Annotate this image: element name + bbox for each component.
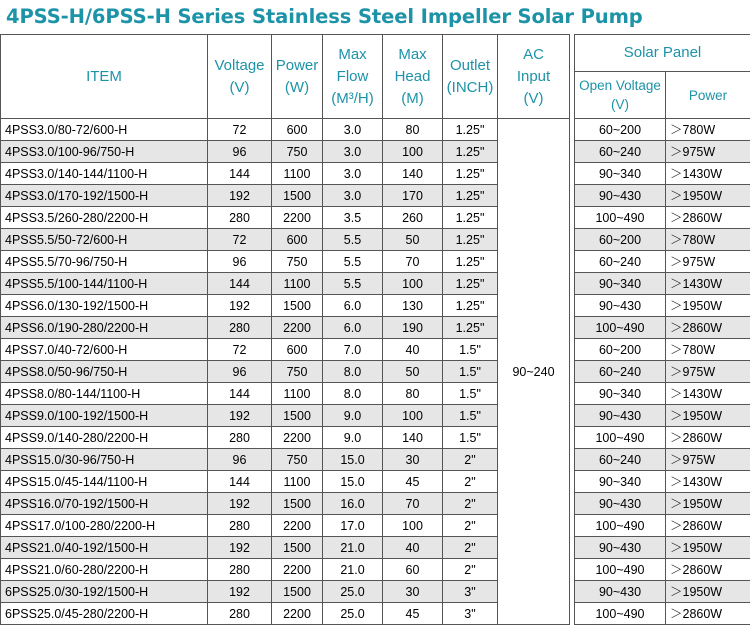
cell-open-voltage: 90~430 xyxy=(575,405,666,427)
cell-panel-power: ＞2860W xyxy=(666,427,750,449)
cell-outlet: 3" xyxy=(443,581,498,603)
table-row xyxy=(1,229,750,251)
header-max-head-line2: Head xyxy=(383,66,442,88)
header-power xyxy=(272,35,323,119)
cell-power: 1500 xyxy=(272,581,323,603)
cell-outlet: 1.5" xyxy=(443,405,498,427)
cell-outlet: 1.25" xyxy=(443,207,498,229)
header-voltage-label: Voltage xyxy=(208,55,271,77)
cell-head: 100 xyxy=(383,141,443,163)
cell-flow: 25.0 xyxy=(323,581,383,603)
cell-head: 170 xyxy=(383,185,443,207)
cell-flow: 8.0 xyxy=(323,361,383,383)
cell-open-voltage: 100~490 xyxy=(575,317,666,339)
cell-power: 2200 xyxy=(272,427,323,449)
cell-outlet: 1.25" xyxy=(443,273,498,295)
cell-voltage: 280 xyxy=(208,603,272,625)
header-outlet-label: Outlet xyxy=(443,55,497,77)
cell-outlet: 2" xyxy=(443,449,498,471)
cell-power: 1500 xyxy=(272,493,323,515)
cell-outlet: 1.25" xyxy=(443,185,498,207)
cell-voltage: 192 xyxy=(208,295,272,317)
cell-power: 2200 xyxy=(272,317,323,339)
cell-open-voltage: 60~200 xyxy=(575,119,666,141)
table-row xyxy=(1,405,750,427)
header-max-flow-unit: (M³/H) xyxy=(323,88,382,110)
cell-flow: 15.0 xyxy=(323,471,383,493)
cell-flow: 3.0 xyxy=(323,185,383,207)
cell-flow: 3.0 xyxy=(323,163,383,185)
cell-head: 100 xyxy=(383,273,443,295)
cell-flow: 8.0 xyxy=(323,383,383,405)
table-row xyxy=(1,273,750,295)
cell-ac-input: 90~240 xyxy=(498,119,570,625)
cell-voltage: 96 xyxy=(208,141,272,163)
cell-head: 30 xyxy=(383,581,443,603)
cell-item: 4PSS8.0/80-144/1100-H xyxy=(1,383,208,405)
cell-voltage: 192 xyxy=(208,493,272,515)
spec-table-body xyxy=(1,119,750,625)
cell-voltage: 144 xyxy=(208,273,272,295)
cell-item: 4PSS7.0/40-72/600-H xyxy=(1,339,208,361)
cell-head: 190 xyxy=(383,317,443,339)
cell-open-voltage: 90~340 xyxy=(575,273,666,295)
cell-flow: 15.0 xyxy=(323,449,383,471)
cell-power: 750 xyxy=(272,449,323,471)
cell-voltage: 280 xyxy=(208,317,272,339)
header-power-unit: (W) xyxy=(272,77,322,99)
cell-outlet: 2" xyxy=(443,471,498,493)
table-row xyxy=(1,361,750,383)
cell-panel-power: ＞780W xyxy=(666,339,750,361)
cell-panel-power: ＞975W xyxy=(666,361,750,383)
cell-outlet: 1.5" xyxy=(443,361,498,383)
cell-open-voltage: 100~490 xyxy=(575,207,666,229)
cell-power: 1100 xyxy=(272,383,323,405)
cell-voltage: 280 xyxy=(208,515,272,537)
cell-panel-power: ＞2860W xyxy=(666,515,750,537)
header-voltage-unit: (V) xyxy=(208,77,271,99)
cell-open-voltage: 60~240 xyxy=(575,141,666,163)
cell-flow: 16.0 xyxy=(323,493,383,515)
cell-item: 4PSS8.0/50-96/750-H xyxy=(1,361,208,383)
cell-panel-power: ＞1430W xyxy=(666,163,750,185)
header-voltage xyxy=(208,35,272,119)
cell-flow: 6.0 xyxy=(323,317,383,339)
cell-item: 4PSS5.5/70-96/750-H xyxy=(1,251,208,273)
cell-outlet: 2" xyxy=(443,515,498,537)
cell-outlet: 1.25" xyxy=(443,229,498,251)
cell-panel-power: ＞1950W xyxy=(666,185,750,207)
cell-panel-power: ＞1950W xyxy=(666,537,750,559)
cell-voltage: 96 xyxy=(208,449,272,471)
cell-head: 100 xyxy=(383,405,443,427)
cell-open-voltage: 90~340 xyxy=(575,163,666,185)
header-ac-input-unit: (V) xyxy=(498,88,569,110)
cell-flow: 5.5 xyxy=(323,229,383,251)
cell-head: 70 xyxy=(383,251,443,273)
cell-head: 80 xyxy=(383,383,443,405)
cell-power: 750 xyxy=(272,251,323,273)
table-row xyxy=(1,185,750,207)
spec-table xyxy=(0,34,750,625)
table-row xyxy=(1,471,750,493)
cell-item: 4PSS15.0/30-96/750-H xyxy=(1,449,208,471)
table-row xyxy=(1,449,750,471)
cell-voltage: 96 xyxy=(208,361,272,383)
cell-flow: 3.0 xyxy=(323,141,383,163)
cell-panel-power: ＞2860W xyxy=(666,603,750,625)
cell-open-voltage: 60~240 xyxy=(575,251,666,273)
table-row xyxy=(1,559,750,581)
table-row xyxy=(1,141,750,163)
cell-open-voltage: 90~340 xyxy=(575,471,666,493)
cell-open-voltage: 100~490 xyxy=(575,515,666,537)
cell-flow: 17.0 xyxy=(323,515,383,537)
cell-head: 80 xyxy=(383,119,443,141)
table-row xyxy=(1,119,750,141)
cell-flow: 9.0 xyxy=(323,405,383,427)
cell-voltage: 72 xyxy=(208,229,272,251)
cell-open-voltage: 90~430 xyxy=(575,493,666,515)
cell-voltage: 192 xyxy=(208,185,272,207)
cell-power: 600 xyxy=(272,229,323,251)
cell-item: 4PSS21.0/60-280/2200-H xyxy=(1,559,208,581)
cell-open-voltage: 90~430 xyxy=(575,185,666,207)
header-ac-input xyxy=(498,35,570,119)
header-open-voltage-label: Open Voltage xyxy=(575,76,665,95)
cell-voltage: 280 xyxy=(208,207,272,229)
cell-panel-power: ＞1430W xyxy=(666,383,750,405)
cell-outlet: 2" xyxy=(443,559,498,581)
cell-item: 4PSS16.0/70-192/1500-H xyxy=(1,493,208,515)
cell-open-voltage: 60~240 xyxy=(575,449,666,471)
cell-outlet: 1.25" xyxy=(443,317,498,339)
header-max-flow xyxy=(323,35,383,119)
cell-head: 30 xyxy=(383,449,443,471)
cell-item: 4PSS3.0/100-96/750-H xyxy=(1,141,208,163)
cell-open-voltage: 90~430 xyxy=(575,537,666,559)
header-power-label: Power xyxy=(272,55,322,77)
header-outlet xyxy=(443,35,498,119)
header-max-flow-line2: Flow xyxy=(323,66,382,88)
cell-voltage: 72 xyxy=(208,119,272,141)
cell-outlet: 3" xyxy=(443,603,498,625)
cell-voltage: 280 xyxy=(208,427,272,449)
cell-item: 4PSS9.0/100-192/1500-H xyxy=(1,405,208,427)
cell-power: 600 xyxy=(272,119,323,141)
header-outlet-unit: (INCH) xyxy=(443,77,497,99)
cell-voltage: 192 xyxy=(208,537,272,559)
cell-outlet: 1.25" xyxy=(443,163,498,185)
cell-open-voltage: 100~490 xyxy=(575,559,666,581)
cell-voltage: 144 xyxy=(208,471,272,493)
header-max-head xyxy=(383,35,443,119)
cell-item: 4PSS3.5/260-280/2200-H xyxy=(1,207,208,229)
cell-power: 2200 xyxy=(272,603,323,625)
cell-panel-power: ＞2860W xyxy=(666,559,750,581)
cell-voltage: 280 xyxy=(208,559,272,581)
cell-flow: 25.0 xyxy=(323,603,383,625)
cell-power: 1100 xyxy=(272,471,323,493)
header-open-voltage-unit: (V) xyxy=(575,95,665,114)
header-open-voltage xyxy=(575,72,666,119)
cell-panel-power: ＞1950W xyxy=(666,493,750,515)
cell-power: 1500 xyxy=(272,537,323,559)
cell-flow: 21.0 xyxy=(323,559,383,581)
cell-flow: 3.0 xyxy=(323,119,383,141)
cell-head: 45 xyxy=(383,471,443,493)
cell-item: 4PSS6.0/190-280/2200-H xyxy=(1,317,208,339)
cell-outlet: 2" xyxy=(443,537,498,559)
cell-item: 4PSS9.0/140-280/2200-H xyxy=(1,427,208,449)
table-row xyxy=(1,251,750,273)
cell-open-voltage: 60~200 xyxy=(575,229,666,251)
cell-panel-power: ＞975W xyxy=(666,251,750,273)
header-max-flow-line1: Max xyxy=(323,44,382,66)
header-ac-input-line2: Input xyxy=(498,66,569,88)
table-row xyxy=(1,493,750,515)
cell-head: 140 xyxy=(383,427,443,449)
cell-outlet: 1.5" xyxy=(443,427,498,449)
cell-power: 1100 xyxy=(272,273,323,295)
cell-power: 1500 xyxy=(272,185,323,207)
cell-head: 130 xyxy=(383,295,443,317)
cell-flow: 5.5 xyxy=(323,273,383,295)
cell-item: 4PSS5.5/50-72/600-H xyxy=(1,229,208,251)
cell-item: 6PSS25.0/30-192/1500-H xyxy=(1,581,208,603)
cell-voltage: 96 xyxy=(208,251,272,273)
table-row xyxy=(1,581,750,603)
cell-power: 600 xyxy=(272,339,323,361)
cell-flow: 5.5 xyxy=(323,251,383,273)
cell-panel-power: ＞2860W xyxy=(666,317,750,339)
cell-head: 100 xyxy=(383,515,443,537)
header-ac-input-line1: AC xyxy=(498,44,569,66)
cell-power: 750 xyxy=(272,141,323,163)
cell-panel-power: ＞975W xyxy=(666,449,750,471)
table-row xyxy=(1,317,750,339)
table-row xyxy=(1,383,750,405)
cell-item: 4PSS3.0/140-144/1100-H xyxy=(1,163,208,185)
cell-power: 1500 xyxy=(272,295,323,317)
cell-voltage: 144 xyxy=(208,383,272,405)
cell-flow: 6.0 xyxy=(323,295,383,317)
cell-outlet: 2" xyxy=(443,493,498,515)
cell-panel-power: ＞1950W xyxy=(666,405,750,427)
cell-open-voltage: 90~430 xyxy=(575,295,666,317)
cell-voltage: 144 xyxy=(208,163,272,185)
cell-voltage: 72 xyxy=(208,339,272,361)
cell-panel-power: ＞1950W xyxy=(666,581,750,603)
cell-item: 6PSS25.0/45-280/2200-H xyxy=(1,603,208,625)
header-max-head-unit: (M) xyxy=(383,88,442,110)
cell-item: 4PSS6.0/130-192/1500-H xyxy=(1,295,208,317)
cell-head: 70 xyxy=(383,493,443,515)
cell-outlet: 1.25" xyxy=(443,141,498,163)
cell-open-voltage: 90~340 xyxy=(575,383,666,405)
cell-panel-power: ＞1430W xyxy=(666,273,750,295)
header-item: ITEM xyxy=(1,35,208,119)
cell-open-voltage: 100~490 xyxy=(575,427,666,449)
cell-power: 1500 xyxy=(272,405,323,427)
table-row xyxy=(1,515,750,537)
cell-outlet: 1.5" xyxy=(443,383,498,405)
header-panel-power: Power xyxy=(666,72,750,119)
cell-head: 50 xyxy=(383,361,443,383)
header-row xyxy=(1,35,750,72)
cell-voltage: 192 xyxy=(208,581,272,603)
cell-open-voltage: 90~430 xyxy=(575,581,666,603)
cell-panel-power: ＞780W xyxy=(666,119,750,141)
cell-item: 4PSS17.0/100-280/2200-H xyxy=(1,515,208,537)
cell-panel-power: ＞1950W xyxy=(666,295,750,317)
cell-outlet: 1.25" xyxy=(443,119,498,141)
cell-head: 40 xyxy=(383,339,443,361)
table-row xyxy=(1,603,750,625)
cell-power: 1100 xyxy=(272,163,323,185)
cell-flow: 9.0 xyxy=(323,427,383,449)
cell-power: 750 xyxy=(272,361,323,383)
cell-panel-power: ＞975W xyxy=(666,141,750,163)
cell-voltage: 192 xyxy=(208,405,272,427)
header-max-head-line1: Max xyxy=(383,44,442,66)
cell-open-voltage: 60~240 xyxy=(575,361,666,383)
cell-head: 140 xyxy=(383,163,443,185)
table-row xyxy=(1,163,750,185)
header-solar-panel: Solar Panel xyxy=(575,35,750,72)
page-title: 4PSS-H/6PSS-H Series Stainless Steel Impeller Solar Pump xyxy=(0,0,750,34)
cell-power: 2200 xyxy=(272,515,323,537)
cell-open-voltage: 100~490 xyxy=(575,603,666,625)
table-row xyxy=(1,339,750,361)
cell-open-voltage: 60~200 xyxy=(575,339,666,361)
table-row xyxy=(1,537,750,559)
cell-head: 40 xyxy=(383,537,443,559)
cell-item: 4PSS21.0/40-192/1500-H xyxy=(1,537,208,559)
cell-outlet: 1.5" xyxy=(443,339,498,361)
cell-item: 4PSS5.5/100-144/1100-H xyxy=(1,273,208,295)
cell-outlet: 1.25" xyxy=(443,251,498,273)
table-row xyxy=(1,207,750,229)
cell-outlet: 1.25" xyxy=(443,295,498,317)
cell-power: 2200 xyxy=(272,559,323,581)
cell-panel-power: ＞2860W xyxy=(666,207,750,229)
cell-item: 4PSS15.0/45-144/1100-H xyxy=(1,471,208,493)
cell-flow: 3.5 xyxy=(323,207,383,229)
cell-power: 2200 xyxy=(272,207,323,229)
cell-item: 4PSS3.0/80-72/600-H xyxy=(1,119,208,141)
cell-head: 60 xyxy=(383,559,443,581)
cell-panel-power: ＞1430W xyxy=(666,471,750,493)
cell-head: 260 xyxy=(383,207,443,229)
cell-head: 50 xyxy=(383,229,443,251)
table-row xyxy=(1,295,750,317)
cell-flow: 21.0 xyxy=(323,537,383,559)
cell-head: 45 xyxy=(383,603,443,625)
cell-item: 4PSS3.0/170-192/1500-H xyxy=(1,185,208,207)
cell-panel-power: ＞780W xyxy=(666,229,750,251)
cell-flow: 7.0 xyxy=(323,339,383,361)
table-row xyxy=(1,427,750,449)
